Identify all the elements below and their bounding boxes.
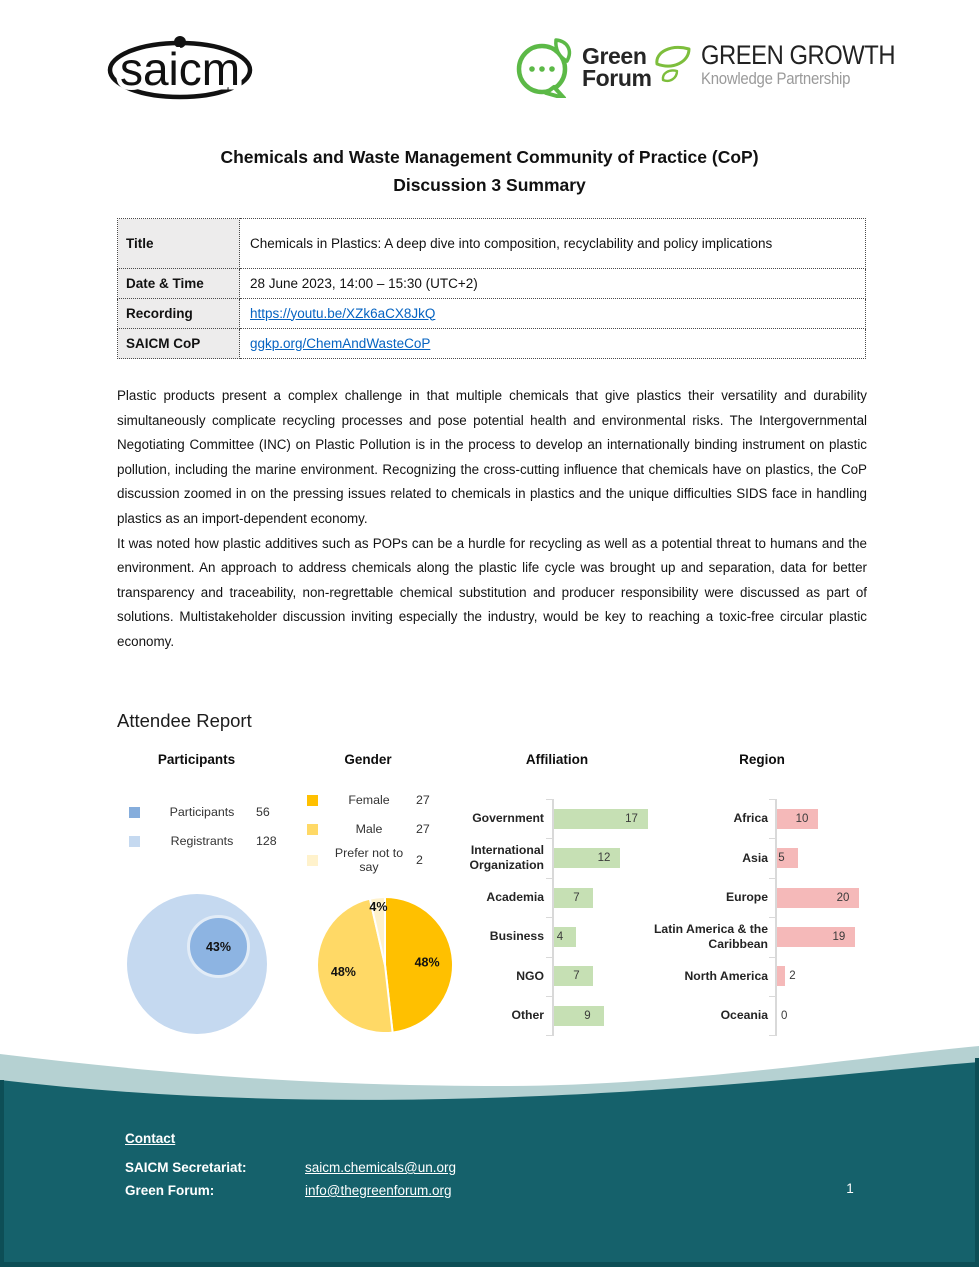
- legend-swatch: [129, 807, 140, 818]
- legend-item-male: [307, 822, 430, 836]
- attendee-report-heading: Attendee Report: [117, 710, 252, 731]
- legend-label: Participants: [169, 805, 235, 819]
- participants-bubble: [187, 915, 250, 978]
- summary-paragraph-1: Plastic products present a complex challenge in that multiple chemicals that give plastics their versatility and durability simultaneously complicate recycling processes and pose potential health and environmental risks. The Intergovernmental Negotiating Committee (INC) on Plastic Pollution is in the process to develop an internationally binding instrument on plastic pollution, including the marine environment. Recognizing the cross-cutting influence that chemicals have on plastics, the CoP discussion zoomed in on the pressing issues related to chemicals in plastics and the unique difficulties SIDS face in handling plastics as an import-dependent economy.: [117, 388, 867, 526]
- speech-bubble-leaf-icon: [514, 36, 576, 98]
- value-label: 20: [836, 891, 850, 904]
- legend-label: Prefer not to say: [334, 846, 404, 874]
- bar: [777, 966, 785, 986]
- value-label: 7: [573, 970, 580, 983]
- axis-line: [552, 799, 554, 1036]
- region-bar-chart: [630, 799, 880, 1039]
- saicm-cop-link[interactable]: ggkp.org/ChemAndWasteCoP: [250, 335, 431, 351]
- axis-tick: [769, 799, 775, 800]
- category-label: Business: [489, 929, 544, 944]
- pie-percent-label: 4%: [369, 899, 388, 914]
- category-label: Latin America & the Caribbean: [653, 921, 768, 951]
- legend-swatch: [307, 855, 318, 866]
- session-info-table: [117, 218, 866, 359]
- row-label: SAICM CoP: [118, 329, 240, 359]
- value-label: 9: [584, 1009, 591, 1022]
- category-label: Oceania: [720, 1008, 768, 1023]
- page-title-line2: Discussion 3 Summary: [393, 175, 586, 195]
- category-label: Asia: [742, 850, 768, 865]
- legend-value: 27: [416, 822, 430, 836]
- footer-label: Green Forum:: [125, 1183, 215, 1198]
- saicm-orbit-icon: [103, 26, 258, 108]
- footer-label: SAICM Secretariat:: [125, 1160, 247, 1175]
- page-title: [0, 143, 979, 199]
- legend-item-participants: [129, 805, 270, 819]
- ggkp-title: GREEN GROWTH: [701, 40, 896, 70]
- saicm-email-link[interactable]: saicm.chemicals@un.org: [305, 1160, 457, 1175]
- axis-tick: [546, 799, 552, 800]
- category-label: International Organization: [469, 843, 544, 873]
- axis-tick: [546, 1035, 552, 1036]
- gender-chart-title: Gender: [344, 752, 392, 767]
- value-label: 5: [778, 852, 785, 865]
- green-forum-word2: Forum: [582, 65, 652, 91]
- table-row: [118, 329, 866, 359]
- row-label: Title: [118, 219, 240, 269]
- category-label: Government: [472, 811, 544, 826]
- category-label: Academia: [486, 889, 544, 904]
- participants-chart-title: Participants: [157, 752, 236, 767]
- ggkp-logo: [653, 42, 922, 92]
- value-label: 7: [573, 891, 580, 904]
- value-label: 19: [832, 930, 846, 943]
- axis-tick: [769, 878, 775, 879]
- axis-tick: [769, 996, 775, 997]
- row-value: 28 June 2023, 14:00 – 15:30 (UTC+2): [240, 269, 866, 299]
- legend-label: Male: [355, 822, 383, 836]
- contact-heading: Contact: [125, 1131, 176, 1146]
- recording-link[interactable]: https://youtu.be/XZk6aCX8JkQ: [250, 305, 436, 321]
- region-chart-title: Region: [739, 752, 785, 767]
- double-leaf-icon: [653, 42, 695, 92]
- green-forum-word1: Green: [582, 43, 647, 69]
- value-label: 10: [795, 812, 809, 825]
- category-label: North America: [684, 968, 768, 983]
- value-label: 4: [556, 930, 564, 943]
- axis-tick: [546, 996, 552, 997]
- legend-value: 128: [256, 834, 277, 848]
- legend-item-prefer-not-to-say: [307, 846, 423, 874]
- row-label: Recording: [118, 299, 240, 329]
- summary-paragraph-2: It was noted how plastic additives such as POPs can be a hurdle for recycling as well as a potential threat to humans and the environment. An approach to address chemicals along the plastic life cycle was brought up and separation, data for better transparency and traceability, non-regrettable chemical substitution and producer responsibility were discussed as part of solutions. Multistakeholder discussion inviting especially the industry, would be key to reaching a toxic-free circular plastic economy.: [117, 535, 867, 649]
- category-label: NGO: [516, 968, 544, 983]
- legend-value: 56: [256, 805, 270, 819]
- axis-tick: [769, 957, 775, 958]
- table-row: [118, 219, 866, 269]
- axis-tick: [546, 957, 552, 958]
- category-label: Africa: [733, 811, 768, 826]
- footer-row-greenforum: [125, 1183, 452, 1198]
- table-row: [118, 269, 866, 299]
- summary-text: [117, 384, 867, 655]
- legend-item-registrants: [129, 834, 277, 848]
- legend-value: 27: [416, 793, 430, 807]
- footer-row-saicm: [125, 1160, 456, 1175]
- greenforum-email-link[interactable]: info@thegreenforum.org: [305, 1183, 452, 1198]
- legend-value: 2: [416, 853, 423, 867]
- green-forum-logo: [514, 36, 652, 98]
- page-number: 1: [846, 1181, 854, 1196]
- legend-swatch: [307, 824, 318, 835]
- category-label: Europe: [726, 889, 768, 904]
- axis-line: [775, 799, 777, 1036]
- legend-swatch: [129, 836, 140, 847]
- axis-tick: [769, 917, 775, 918]
- legend-label: Registrants: [170, 834, 234, 848]
- axis-tick: [769, 1035, 775, 1036]
- axis-tick: [546, 878, 552, 879]
- svg-text:saicm: saicm: [119, 43, 241, 95]
- legend-item-female: [307, 793, 430, 807]
- page-edge-bottom: [0, 1262, 979, 1267]
- category-label: Other: [511, 1008, 544, 1023]
- page-title-line1: Chemicals and Waste Management Community of Practice (CoP): [220, 147, 759, 167]
- legend-swatch: [307, 795, 318, 806]
- ggkp-subtitle: Knowledge Partnership: [701, 69, 851, 88]
- legend-label: Female: [348, 793, 390, 807]
- axis-tick: [546, 838, 552, 839]
- pie-percent-label: 48%: [330, 965, 356, 980]
- value-label: 2: [789, 970, 796, 983]
- affiliation-chart-title: Affiliation: [525, 752, 589, 767]
- page-edge-left: [0, 1080, 4, 1267]
- page-edge-right: [975, 1058, 979, 1267]
- bubble-percent-label: 43%: [205, 939, 232, 954]
- footer-wave-graphic: [0, 1038, 979, 1267]
- saicm-logo: [103, 26, 258, 113]
- table-row: [118, 299, 866, 329]
- axis-tick: [546, 917, 552, 918]
- value-label: 12: [597, 852, 611, 865]
- value-label: 17: [625, 812, 638, 825]
- pie-percent-label: 48%: [414, 955, 440, 970]
- axis-tick: [769, 838, 775, 839]
- row-label: Date & Time: [118, 269, 240, 299]
- row-value: Chemicals in Plastics: A deep dive into composition, recyclability and policy implications: [240, 219, 866, 269]
- value-label: 0: [781, 1009, 788, 1022]
